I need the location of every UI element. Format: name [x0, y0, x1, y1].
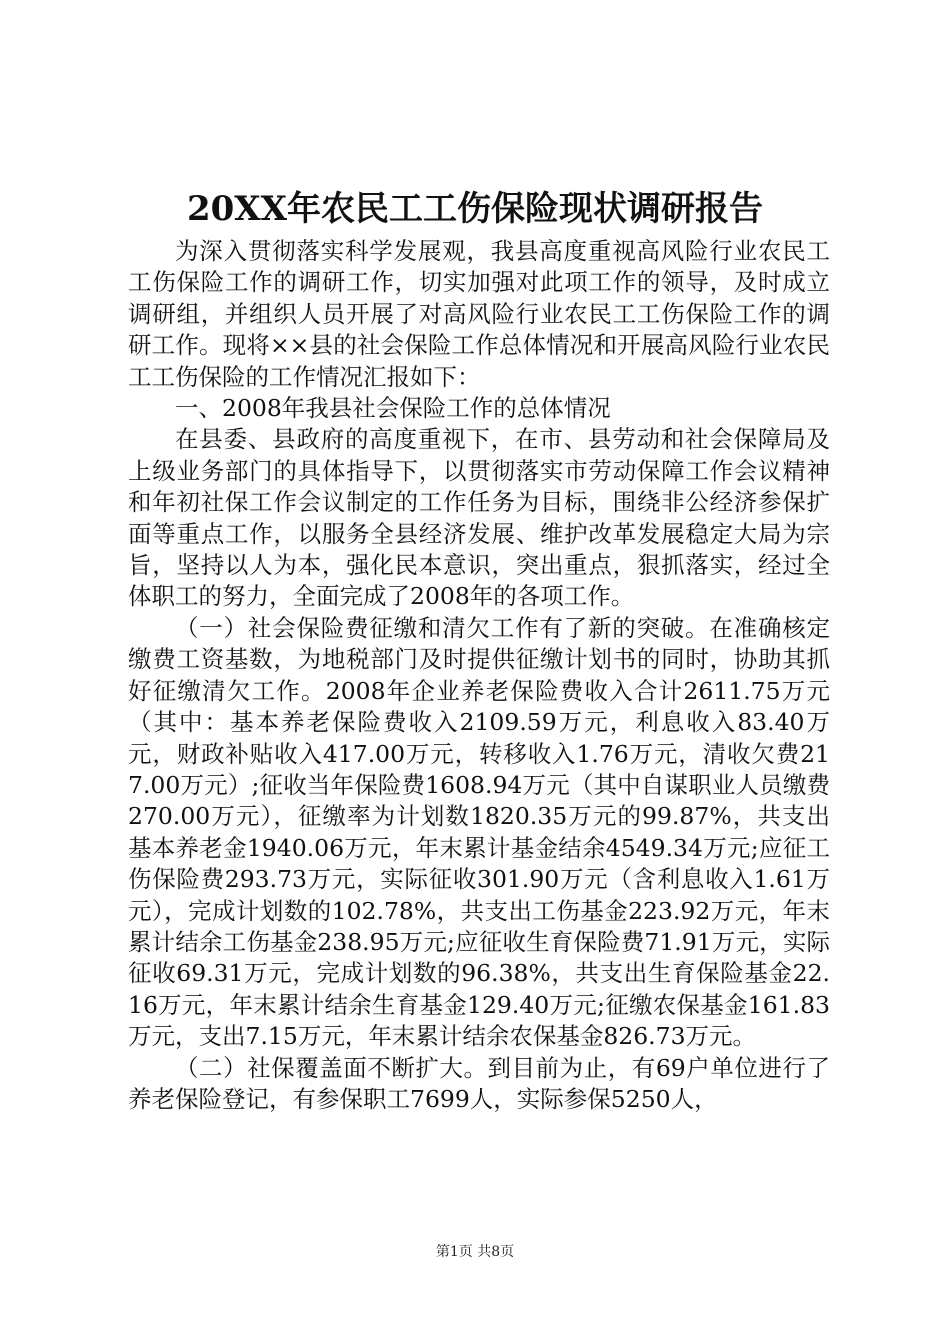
paragraph-coverage: （二）社保覆盖面不断扩大。到目前为止，有69户单位进行了养老保险登记，有参保职工7699人，实际参保5250人，: [128, 1053, 830, 1113]
paragraph-collection: （一）社会保险费征缴和清欠工作有了新的突破。在准确核定缴费工资基数，为地税部门及时提供征缴计划书的同时，协助其抓好征缴清欠工作。2008年企业养老保险费收入合计2611.75万元（其中：基本养老保险费收入2109.59万元，利息收入83.40万元，财政补贴收入417.00万元，转移收入1.76万元，清收欠费217.00万元）;征收当年保险费1608.94万元（其中自谋职业人员缴费270.00万元），征缴率为计划数1820.35万元的99.87%，共支出基本养老金1940.06万元，年末累计基金结余4549.34万元;应征工伤保险费293.73万元，实际征收301.90万元（含利息收入1.61万元），完成计划数的102.78%，共支出工伤基金223.92万元，年末累计结余工伤基金238.95万元;应征收生育保险费71.91万元，实际征收69.31万元，完成计划数的96.38%，共支出生育保险基金22.16万元，年末累计结余生育基金129.40万元;征缴农保基金161.83万元，支出7.15万元，年末累计结余农保基金826.73万元。: [128, 613, 830, 1051]
document-body: [128, 236, 830, 1115]
paragraph-intro: 为深入贯彻落实科学发展观，我县高度重视高风险行业农民工工伤保险工作的调研工作，切实加强对此项工作的领导，及时成立调研组，并组织人员开展了对高风险行业农民工工伤保险工作的调研工作。现将××县的社会保险工作总体情况和开展高风险行业农民工工伤保险的工作情况汇报如下：: [128, 237, 830, 391]
document-title: 20XX年农民工工伤保险现状调研报告: [186, 189, 764, 229]
page-footer: 第1页 共8页: [435, 1244, 515, 1260]
section-heading-1: 一、2008年我县社会保险工作的总体情况: [175, 394, 611, 423]
paragraph-overview: 在县委、县政府的高度重视下，在市、县劳动和社会保障局及上级业务部门的具体指导下，以贯彻落实市劳动保障工作会议精神和年初社保工作会议制定的工作任务为目标，围绕非公经济参保扩面等重点工作，以服务全县经济发展、维护改革发展稳定大局为宗旨，坚持以人为本，强化民本意识，突出重点，狠抓落实，经过全体职工的努力，全面完成了2008年的各项工作。: [128, 425, 830, 611]
